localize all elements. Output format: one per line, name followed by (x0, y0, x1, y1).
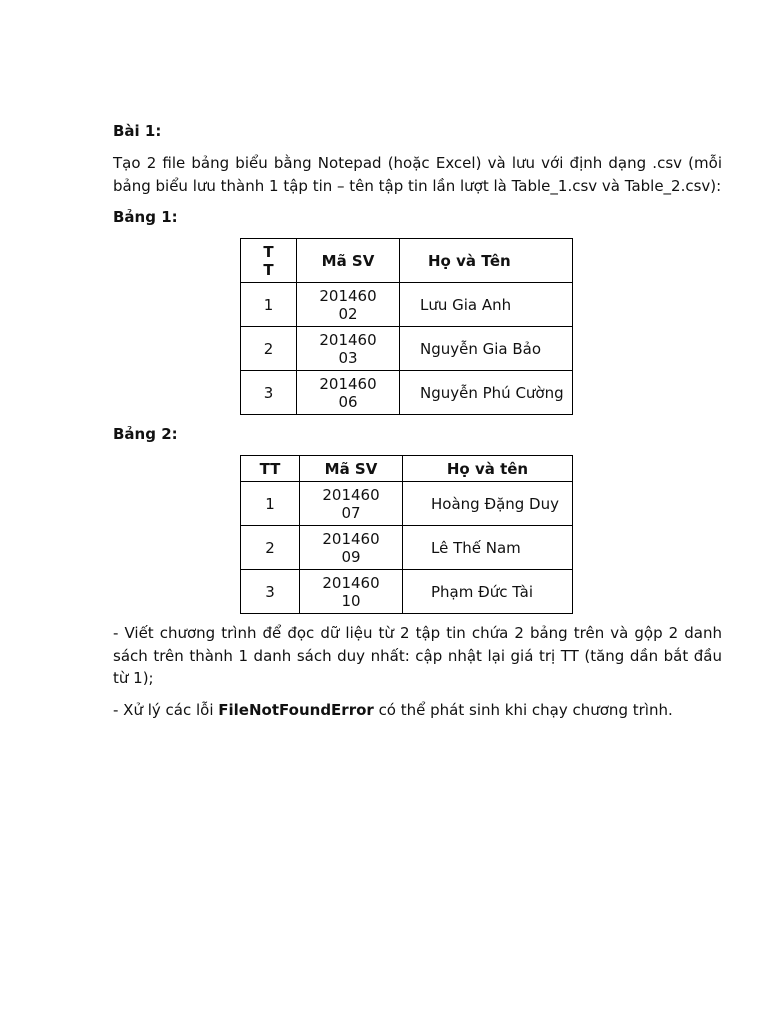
cell-ho-ten: Nguyễn Phú Cường (400, 371, 573, 415)
cell-ma-sv: 20146003 (297, 327, 400, 371)
task-error-prefix: - Xử lý các lỗi (113, 700, 219, 719)
header-tt: TT (241, 456, 300, 482)
cell-ma-sv: 20146007 (300, 482, 403, 526)
intro-paragraph: Tạo 2 file bảng biểu bằng Notepad (hoặc Excel) và lưu với định dạng .csv (mỗi bảng biểu lưu thành 1 tập tin – tên tập tin lần lượt là Table_1.csv và Table_2.csv): (113, 154, 722, 195)
table-row (241, 570, 573, 614)
task-error-paragraph (113, 699, 722, 722)
cell-tt: 3 (241, 570, 300, 614)
cell-tt: 3 (241, 371, 297, 415)
cell-ma-sv: 20146009 (300, 526, 403, 570)
exercise-title: Bài 1: (113, 122, 162, 140)
table-header-row (241, 456, 573, 482)
table-row (241, 526, 573, 570)
cell-ho-ten: Lê Thế Nam (403, 526, 573, 570)
table1-title: Bảng 1: (113, 208, 178, 226)
table-row (241, 283, 573, 327)
task-error-suffix: có thể phát sinh khi chạy chương trình. (373, 700, 673, 719)
header-ho-ten: Họ và tên (403, 456, 573, 482)
cell-ho-ten: Hoàng Đặng Duy (403, 482, 573, 526)
cell-ma-sv: 20146006 (297, 371, 400, 415)
cell-ho-ten: Nguyễn Gia Bảo (400, 327, 573, 371)
cell-tt: 2 (241, 327, 297, 371)
cell-tt: 1 (241, 283, 297, 327)
table-row (241, 482, 573, 526)
header-ho-ten: Họ và Tên (400, 239, 573, 283)
header-tt: TT (241, 239, 297, 283)
table2-title: Bảng 2: (113, 425, 178, 443)
document-page (113, 120, 722, 730)
table-row (241, 327, 573, 371)
table-header-row (241, 239, 573, 283)
cell-tt: 2 (241, 526, 300, 570)
header-ma-sv: Mã SV (300, 456, 403, 482)
cell-tt: 1 (241, 482, 300, 526)
error-name: FileNotFoundError (218, 700, 374, 719)
task-merge-paragraph: - Viết chương trình để đọc dữ liệu từ 2 tập tin chứa 2 bảng trên và gộp 2 danh sách trên thành 1 danh sách duy nhất: cập nhật lại giá trị TT (tăng dần bắt đầu từ 1); (113, 624, 722, 687)
header-ma-sv: Mã SV (297, 239, 400, 283)
table-row (241, 371, 573, 415)
table-2 (240, 455, 573, 614)
table-1 (240, 238, 573, 415)
cell-ma-sv: 20146010 (300, 570, 403, 614)
cell-ho-ten: Phạm Đức Tài (403, 570, 573, 614)
cell-ho-ten: Lưu Gia Anh (400, 283, 573, 327)
cell-ma-sv: 20146002 (297, 283, 400, 327)
